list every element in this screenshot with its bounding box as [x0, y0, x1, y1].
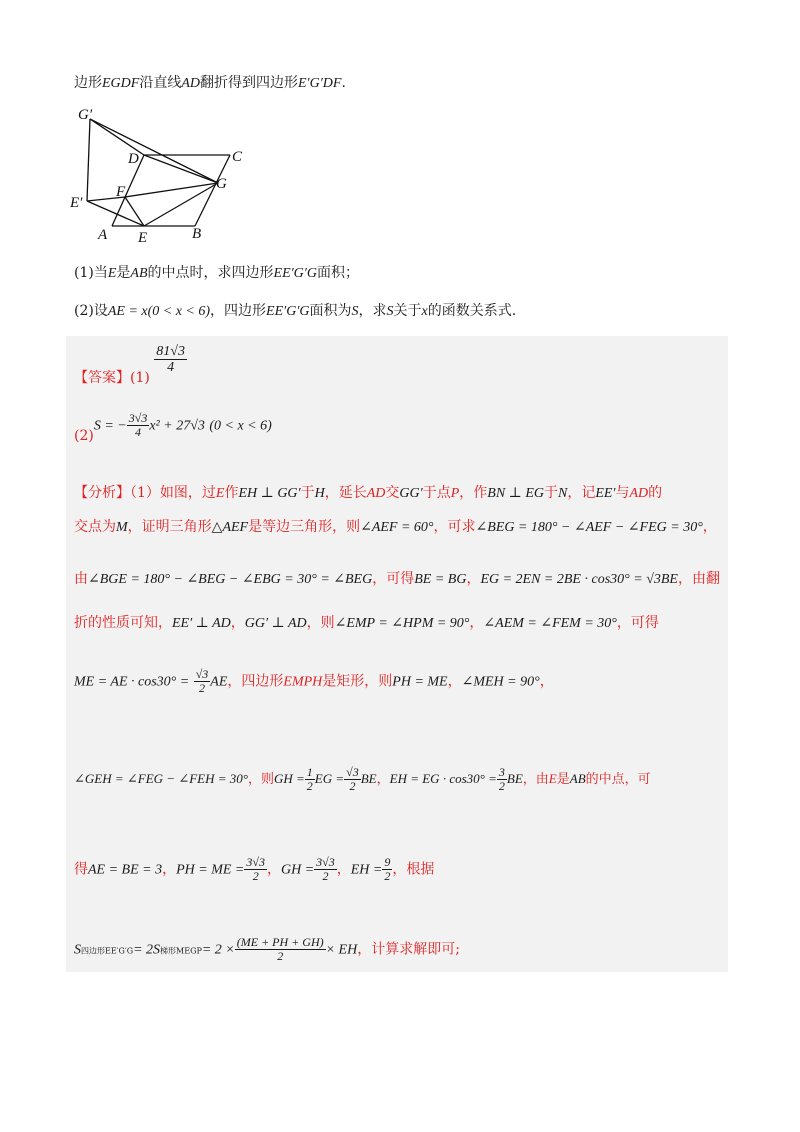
text-fragment: ，计算求解即可; — [357, 941, 460, 958]
text-fragment: ∠MEH = 90° — [461, 674, 540, 690]
text-fragment: 9 — [384, 855, 391, 869]
question-1 — [74, 262, 359, 282]
text-fragment: ，四边形 — [227, 673, 284, 690]
text-fragment: 梯形MEGP — [160, 946, 202, 956]
text-fragment: 交点为 — [74, 519, 116, 535]
text-fragment: AD — [181, 76, 200, 91]
text-fragment: EE′G′G — [273, 266, 317, 281]
text-fragment: 作 — [224, 485, 239, 501]
text-fragment: 于 — [300, 485, 315, 501]
label-g-prime: G′ — [78, 107, 93, 123]
text-fragment: 的函数关系式. — [427, 303, 517, 319]
text-fragment: ，则 — [247, 772, 274, 788]
text-fragment: S — [351, 304, 359, 319]
segment-g-prime-e-prime — [87, 119, 90, 201]
text-fragment: 是等边三角形，则 — [248, 519, 361, 535]
text-fragment: ，由翻 — [677, 571, 720, 587]
answer-line-1 — [74, 344, 187, 386]
text-fragment: 是矩形，则 — [322, 673, 393, 690]
text-fragment: EH = — [350, 862, 383, 878]
text-fragment: 的 — [648, 485, 663, 501]
text-fragment: 4 — [167, 360, 175, 376]
text-fragment: (ME + PH + GH) — [236, 935, 324, 949]
text-fragment: 【分析】 — [74, 485, 130, 501]
analysis-line-1 — [74, 482, 662, 502]
text-fragment: E — [215, 486, 225, 501]
text-fragment: 交 — [385, 485, 400, 501]
text-fragment: ，可得 — [372, 571, 415, 587]
text-fragment: EGDF — [102, 76, 140, 91]
text-fragment: S — [386, 304, 394, 319]
label-f: F — [116, 184, 126, 200]
text-fragment: ，记 — [567, 485, 596, 501]
analysis-line-7 — [74, 856, 434, 883]
text-fragment: GG′ — [399, 486, 423, 501]
text-fragment: x² + 27√3 — [149, 418, 205, 434]
text-fragment: 2 — [498, 779, 505, 794]
text-fragment: 得 — [74, 861, 88, 878]
text-fragment: N — [557, 486, 568, 501]
text-fragment: ， — [162, 861, 177, 878]
text-fragment: ，作 — [459, 485, 488, 501]
text-fragment: H — [314, 486, 325, 501]
segment-d-g — [144, 155, 218, 183]
label-b: B — [192, 226, 202, 242]
text-fragment: ，由 — [522, 772, 549, 788]
segment-e-g — [144, 183, 218, 226]
text-fragment: △AEF — [211, 520, 249, 535]
text-fragment: 的中点，可 — [585, 772, 651, 788]
text-fragment: 4 — [135, 425, 142, 440]
analysis-line-8 — [74, 936, 460, 963]
text-fragment: 2 — [252, 869, 259, 884]
text-fragment: 关于 — [393, 303, 422, 319]
text-fragment: 3√3 — [316, 855, 335, 869]
text-fragment: 沿直线 — [139, 75, 182, 91]
answer-1-fraction — [154, 344, 187, 376]
text-fragment: 由 — [74, 571, 88, 587]
text-fragment: BE — [360, 771, 377, 787]
text-fragment: ， — [230, 615, 245, 631]
text-fragment: 于 — [543, 485, 558, 501]
text-fragment: E — [107, 266, 117, 281]
text-fragment: ， — [702, 519, 717, 535]
text-fragment: 81√3 — [156, 344, 185, 359]
text-fragment: 1 — [306, 765, 313, 779]
text-fragment: ，证明三角形 — [127, 519, 212, 535]
label-d: D — [128, 151, 139, 167]
text-fragment: S = − — [93, 418, 127, 434]
text-fragment: ， — [539, 673, 554, 690]
text-fragment: 2 — [322, 869, 329, 884]
text-fragment: AB — [569, 771, 586, 787]
text-fragment: （1）如图，过 — [130, 485, 216, 501]
geometry-figure — [70, 105, 270, 245]
text-fragment: P — [450, 486, 460, 501]
label-e-prime: E′ — [70, 195, 83, 211]
text-fragment: EE′G′G — [266, 304, 310, 319]
text-fragment: ， — [376, 772, 390, 788]
text-fragment: 3√3 — [128, 411, 148, 425]
text-fragment: 是 — [116, 265, 131, 281]
text-fragment: ∠GEH = ∠FEG − ∠FEH = 30° — [74, 771, 248, 787]
text-fragment: (2) — [74, 427, 94, 444]
text-fragment: EG = 2EN = 2BE · cos30° = √3BE — [480, 572, 678, 587]
text-fragment: AE = x(0 < x < 6) — [107, 304, 211, 319]
text-fragment: × EH — [325, 942, 358, 958]
question-2 — [74, 300, 516, 320]
text-fragment: 翻折得到四边形 — [200, 75, 298, 91]
text-fragment: 面积为 — [309, 303, 352, 319]
text-fragment: BE — [506, 771, 523, 787]
text-fragment: 2 — [306, 779, 313, 794]
label-e: E — [138, 230, 148, 245]
text-fragment: M — [116, 520, 128, 535]
text-fragment: 【答案】 — [74, 369, 130, 386]
analysis-line-4 — [74, 612, 659, 632]
text-fragment: 3 — [498, 765, 505, 779]
text-fragment: GH = — [280, 862, 315, 878]
text-fragment: 折的性质可知， — [74, 615, 172, 631]
text-fragment: ，求 — [358, 303, 387, 319]
text-fragment: BN ⊥ EG — [487, 486, 544, 501]
text-fragment: AE — [210, 674, 228, 690]
text-fragment: 是 — [556, 772, 570, 788]
text-fragment: (2)设 — [74, 303, 108, 319]
text-fragment: EH ⊥ GG′ — [238, 486, 301, 501]
text-fragment: AD — [366, 486, 386, 501]
text-fragment: 3√3 — [246, 855, 265, 869]
text-fragment: 2 — [277, 949, 284, 964]
text-fragment: x — [421, 304, 428, 319]
text-fragment: ME = AE · cos30° = — [74, 674, 190, 690]
text-fragment: 2 — [198, 681, 205, 696]
analysis-line-6 — [74, 766, 651, 793]
text-fragment: 面积； — [316, 265, 359, 281]
text-fragment: ，则 — [306, 615, 335, 631]
text-fragment: BE = BG — [414, 572, 467, 587]
text-fragment: 边形 — [74, 75, 102, 91]
label-a: A — [98, 227, 108, 243]
text-fragment: ，延长 — [324, 485, 367, 501]
text-fragment: PH = ME — [392, 674, 448, 690]
text-fragment: ， — [447, 673, 462, 690]
text-fragment: ∠AEM = ∠FEM = 30° — [483, 616, 617, 631]
text-fragment: (1) — [130, 369, 150, 386]
answer-line-2 — [74, 411, 272, 444]
text-fragment: 四边形EE′G′G — [81, 946, 134, 956]
text-fragment: 的中点时，求四边形 — [147, 265, 274, 281]
text-fragment: (0 < x < 6) — [209, 418, 272, 434]
text-fragment: ∠AEF = 60° — [360, 520, 434, 535]
text-fragment: ， — [266, 861, 281, 878]
label-c: C — [232, 149, 243, 165]
text-fragment: 2 — [349, 779, 356, 794]
text-fragment: EH = EG · cos30° = — [389, 771, 497, 787]
intro-line — [74, 72, 346, 92]
text-fragment: (1)当 — [74, 265, 108, 281]
text-fragment: AE = BE = 3 — [88, 862, 163, 878]
text-fragment: GG′ ⊥ AD — [244, 616, 307, 631]
segment-g-prime-d — [90, 119, 144, 155]
text-fragment: √3 — [346, 765, 359, 779]
text-fragment: ，可得 — [616, 615, 659, 631]
analysis-line-5 — [74, 668, 554, 695]
text-fragment: = 2 × — [201, 942, 235, 958]
text-fragment: EG = — [314, 771, 345, 787]
text-fragment: EE′ ⊥ AD — [172, 616, 231, 631]
label-g: G — [216, 176, 227, 192]
text-fragment: AD — [629, 486, 649, 501]
segment-g-prime-g — [90, 119, 218, 183]
text-fragment: √3 — [195, 667, 209, 681]
text-fragment: S — [74, 942, 81, 958]
text-fragment: E′G′DF — [298, 76, 342, 91]
text-fragment: ∠EMP = ∠HPM = 90° — [334, 616, 470, 631]
analysis-line-2 — [74, 516, 717, 536]
text-fragment: = 2S — [133, 942, 161, 958]
analysis-line-3 — [74, 568, 720, 588]
text-fragment: AB — [130, 266, 148, 281]
text-fragment: ，根据 — [392, 861, 435, 878]
text-fragment: ，四边形 — [210, 303, 267, 319]
text-fragment: ， — [469, 615, 484, 631]
text-fragment: ， — [466, 571, 481, 587]
text-fragment: EE′ — [595, 486, 616, 501]
text-fragment: 与 — [615, 485, 630, 501]
text-fragment: GH = — [273, 771, 305, 787]
text-fragment: ∠BGE = 180° − ∠BEG − ∠EBG = 30° = ∠BEG — [88, 572, 373, 587]
text-fragment: EMPH — [283, 674, 323, 690]
text-fragment: 于点 — [422, 485, 451, 501]
text-fragment: PH = ME = — [176, 862, 245, 878]
text-fragment: ，可求 — [433, 519, 476, 535]
text-fragment: . — [341, 75, 346, 91]
text-fragment: 2 — [384, 869, 391, 884]
text-fragment: ∠BEG = 180° − ∠AEF − ∠FEG = 30° — [475, 520, 703, 535]
segment-f-g — [125, 183, 218, 197]
text-fragment: E — [548, 771, 557, 787]
text-fragment: ， — [336, 861, 351, 878]
